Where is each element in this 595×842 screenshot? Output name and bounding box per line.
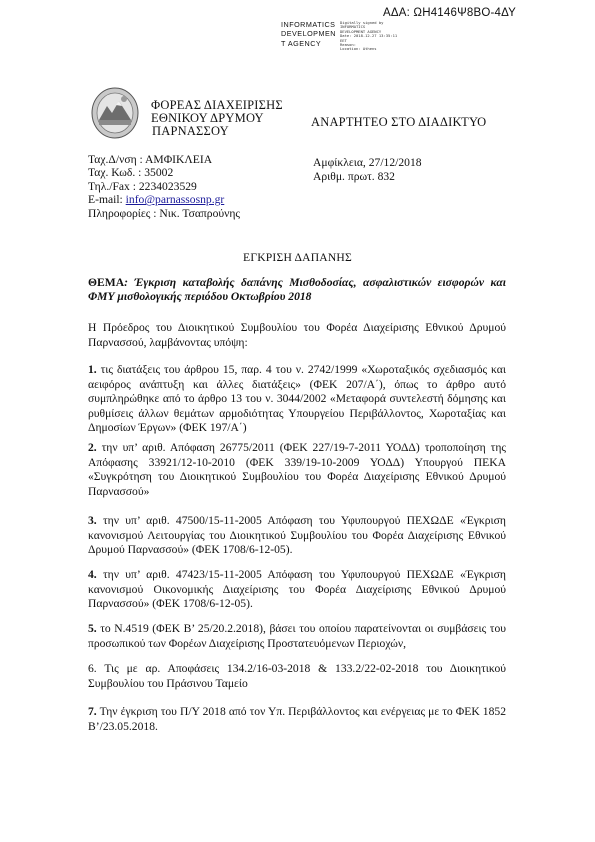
address-email-row <box>88 193 240 206</box>
list-item <box>88 662 506 691</box>
item-number: 5. <box>88 622 97 635</box>
signature-line: Date: 2018.12.27 13:35:11 <box>340 34 398 39</box>
park-seal-icon <box>90 86 140 140</box>
organization-name <box>151 99 283 138</box>
subject <box>88 276 506 304</box>
item-number: 7. <box>88 705 97 718</box>
email-label: E-mail: <box>88 193 126 207</box>
org-name-line: ΕΘΝΙΚΟΥ ΔΡΥΜΟΥ <box>151 111 264 125</box>
address-street: Ταχ.Δ/νση : ΑΜΦΙΚΛΕΙΑ <box>88 153 213 166</box>
date-block <box>313 156 422 183</box>
intro-paragraph: Η Πρόεδρος του Διοικητικού Συμβουλίου του Φορέα Διαχείρισης Εθνικού Δρυμού Παρνασσού, λαμβάνοντας υπόψη: <box>88 321 506 349</box>
address-block <box>88 153 240 220</box>
signature-line: Location: Athens <box>340 47 377 52</box>
email-link[interactable]: info@parnassosnp.gr <box>125 193 225 207</box>
list-item <box>88 514 506 558</box>
signature-line: INFORMATICS <box>340 25 366 30</box>
item-text: Την έγκριση του Π/Υ 2018 από τον Υπ. Περιβάλλοντος και ενέργειας με το ΦΕΚ 1852 Β’/23.05.2018. <box>88 705 506 733</box>
subject-text: : Έγκριση καταβολής δαπάνης Μισθοδοσίας, ασφαλιστικών εισφορών και ΦΜΥ μισθολογικής περιόδου Οκτωβρίου 2018 <box>88 276 506 303</box>
address-postcode: Ταχ. Κωδ. : 35002 <box>88 166 174 180</box>
idika-signature-label <box>281 20 339 48</box>
signature-line: DEVELOPMENT AGENCY <box>340 29 382 34</box>
document-date: Αμφίκλεια, 27/12/2018 <box>313 156 422 169</box>
document-title: ΕΓΚΡΙΣΗ ΔΑΠΑΝΗΣ <box>243 251 352 264</box>
org-name-line: ΦΟΡΕΑΣ ΔΙΑΧΕΙΡΙΣΗΣ <box>151 98 283 112</box>
list-item <box>88 568 506 612</box>
item-number: 2. <box>88 441 97 454</box>
signature-line: Digitally signed by <box>340 21 384 25</box>
ada-code: ΑΔΑ: ΩΗ4146Ψ8ΒΟ-4ΔΥ <box>383 7 517 19</box>
signature-line: EET <box>340 38 347 43</box>
address-phone: Τηλ./Fax : 2234023529 <box>88 179 197 193</box>
item-number: 4. <box>88 568 97 581</box>
list-item <box>88 441 506 499</box>
item-text: την υπ’ αριθ. 47500/15-11-2005 Απόφαση του Υφυπουργού ΠΕΧΩΔΕ «Έγκριση κανονισμού Λειτουργίας του Διοικητικού Συμβουλίου του Φορέα Διαχείρισης Εθνικού Δρυμού Παρνασσού» (ΦΕΚ 1708/6-12-05). <box>88 514 506 557</box>
item-text: τις διατάξεις του άρθρου 15, παρ. 4 του ν. 2742/1999 «Χωροταξικός σχεδιασμός και αειφόρος ανάπτυξη και άλλες διατάξεις» (ΦΕΚ 207/Α΄), όπως το άρθρο αυτό συμπληρώθηκε από το άρθρο 13 του ν. 3044/2002 «Μεταφορά συντελεστή δόμησης και ρυθμίσεις άλλων θεμάτων αρμοδιότητας Υπουργείου Περιβάλλοντος, Χωροταξίας και Δημοσίων Έργων» (ΦΕΚ 197/Α΄) <box>88 363 506 435</box>
org-name-line: ΠΑΡΝΑΣΣΟΥ <box>152 124 229 138</box>
publish-online-notice: ΑΝΑΡΤΗΤΕΟ ΣΤΟ ΔΙΑΔΙΚΤΥΟ <box>311 115 487 129</box>
protocol-number: Αριθμ. πρωτ. 832 <box>313 169 395 183</box>
item-text: το Ν.4519 (ΦΕΚ Β’ 25/20.2.2018), βάσει του οποίου παρατείνονται οι συμβάσεις του προσωπικού των Φορέων Διαχείρισης Προστατευόμενων Περιοχών, <box>88 622 506 650</box>
idika-line: T AGENCY <box>281 38 322 48</box>
list-item <box>88 705 506 734</box>
item-text: 6. Τις με αρ. Αποφάσεις 134.2/16-03-2018 & 133.2/22-02-2018 του Διοικητικού Συμβουλίου του Πράσινου Ταμείο <box>88 662 506 690</box>
digital-signature-details <box>340 21 400 52</box>
signature-line: Reason: <box>340 43 357 48</box>
item-number: 1. <box>88 363 97 376</box>
idika-line: INFORMATICS <box>281 20 336 29</box>
item-number: 3. <box>88 514 97 527</box>
subject-label: ΘΕΜΑ <box>88 276 125 289</box>
address-info: Πληροφορίες : Νικ. Τσαπρούνης <box>88 206 241 220</box>
item-text: την υπ’ αριθ. Απόφαση 26775/2011 (ΦΕΚ 227/19-7-2011 ΥΟΔΔ) τροποποίηση της Απόφασης 33921/12-10-2010 (ΦΕΚ 339/19-10-2009 ΥΟΔΔ) Υπουργού ΠΕΚΑ «Συγκρότηση του Διοικητικού Συμβουλίου του Φορέα Διαχείρισης Εθνικού Δρυμού Παρνασσού» <box>88 441 506 498</box>
item-text: την υπ’ αριθ. 47423/15-11-2005 Απόφαση του Υφυπουργού ΠΕΧΩΔΕ «Έγκριση κανονισμού Οικονομικής Διαχείρισης του Φορέα Διαχείρισης Εθνικού Δρυμού Παρνασσού» (ΦΕΚ 1708/6-12-05). <box>88 568 506 611</box>
list-item <box>88 363 506 436</box>
list-item <box>88 622 506 651</box>
idika-line: DEVELOPMEN <box>281 29 336 39</box>
